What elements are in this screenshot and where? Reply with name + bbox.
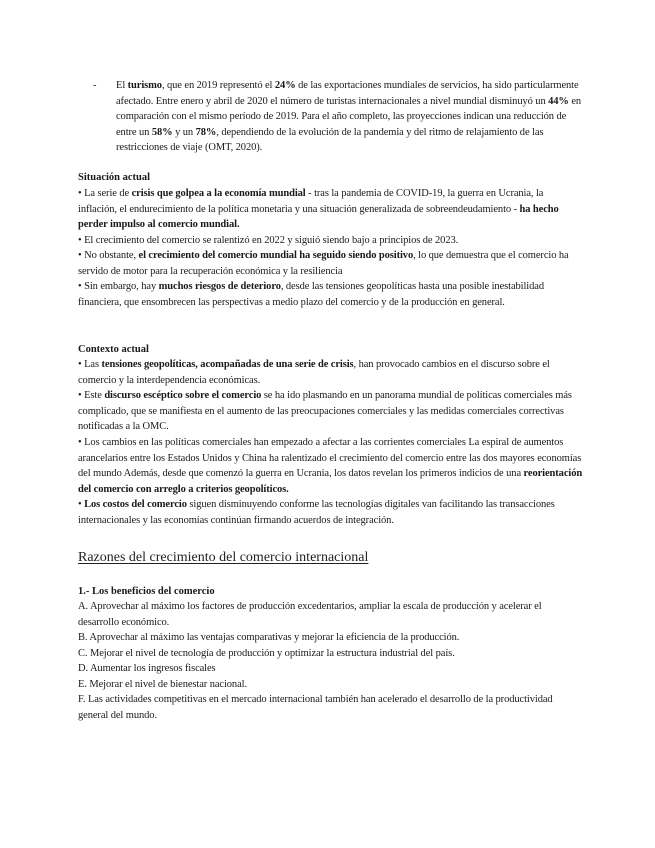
beneficio-item-d: D. Aumentar los ingresos fiscales [78,663,216,674]
contexto-heading: Contexto actual [78,344,149,355]
razones-title: Razones del crecimiento del comercio internacional [78,550,369,565]
situacion-bullet-3: • No obstante, el crecimiento del comercio mundial ha seguido siendo positivo, lo que demuestra que el comercio ha servido de motor para la recuperación económica y la resiliencia [78,250,569,277]
beneficio-item-c: C. Mejorar el nivel de tecnología de producción y optimizar la estructura industrial del país. [78,648,455,659]
contexto-bullet-3: • Los cambios en las políticas comerciales han empezado a afectar a las corrientes comerciales La espiral de aumentos arancelarios entre los Estados Unidos y China ha ralentizado el crecimiento del comercio entre las dos mayores economías del mundo Además, desde que comenzó la guerra en Ucrania, los datos revelan los primeros indicios de una reorientación del comercio con arreglo a criterios geopolíticos. [78,437,583,495]
beneficio-item-e: E. Mejorar el nivel de bienestar nacional. [78,679,247,690]
situacion-bullet-1: • La serie de crisis que golpea a la economía mundial - tras la pandemia de COVID-19, la guerra en Ucrania, la inflación, el endurecimiento de la política monetaria y una situación generalizada de sobreendeudamiento - ha hecho perder impulso al comercio mundial. [78,188,559,231]
beneficio-item-a: A. Aprovechar al máximo los factores de producción excedentarios, ampliar la escala de producción y acelerar el desarrollo económico. [78,601,542,628]
situacion-heading: Situación actual [78,172,151,183]
turismo-paragraph: El turismo, que en 2019 representó el 24% de las exportaciones mundiales de servicios, ha sido particularmente afectado. Entre enero y abril de 2020 el número de turistas internacionales a nivel mundial disminuyó un 44% en comparación con el mismo período de 2019. Para el año completo, las proyecciones indican una reducción de entre un 58% y un 78%, dependiendo de la evolución de la pandemia y del ritmo de relajamiento de las restricciones de viaje (OMT, 2020). [116,80,582,154]
dash-bullet: - [93,80,97,91]
beneficios-subheading: 1.- Los beneficios del comercio [78,586,215,597]
beneficio-item-b: B. Aprovechar al máximo las ventajas comparativas y mejorar la eficiencia de la producción. [78,632,460,643]
situacion-bullet-2: • El crecimiento del comercio se ralentizó en 2022 y siguió siendo bajo a principios de 2023. [78,235,459,246]
contexto-bullet-4: • Los costos del comercio siguen disminuyendo conforme las tecnologías digitales van facilitando las transacciones internacionales y las economías continúan firmando acuerdos de integración. [78,499,555,526]
contexto-bullet-2: • Este discurso escéptico sobre el comercio se ha ido plasmando en un panorama mundial de políticas comerciales más complicado, que se manifiesta en el aumento de las preocupaciones comerciales y las medidas comerciales correctivas notificadas a la OMC. [78,390,572,433]
beneficio-item-f: F. Las actividades competitivas en el mercado internacional también han acelerado el desarrollo de la productividad general del mundo. [78,694,553,721]
situacion-bullet-4: • Sin embargo, hay muchos riesgos de deterioro, desde las tensiones geopolíticas hasta una posible inestabilidad financiera, que ensombrecen las perspectivas a medio plazo del comercio y de la producción en general. [78,281,544,308]
contexto-bullet-1: • Las tensiones geopolíticas, acompañadas de una serie de crisis, han provocado cambios en el discurso sobre el comercio y la interdependencia económicas. [78,359,550,386]
